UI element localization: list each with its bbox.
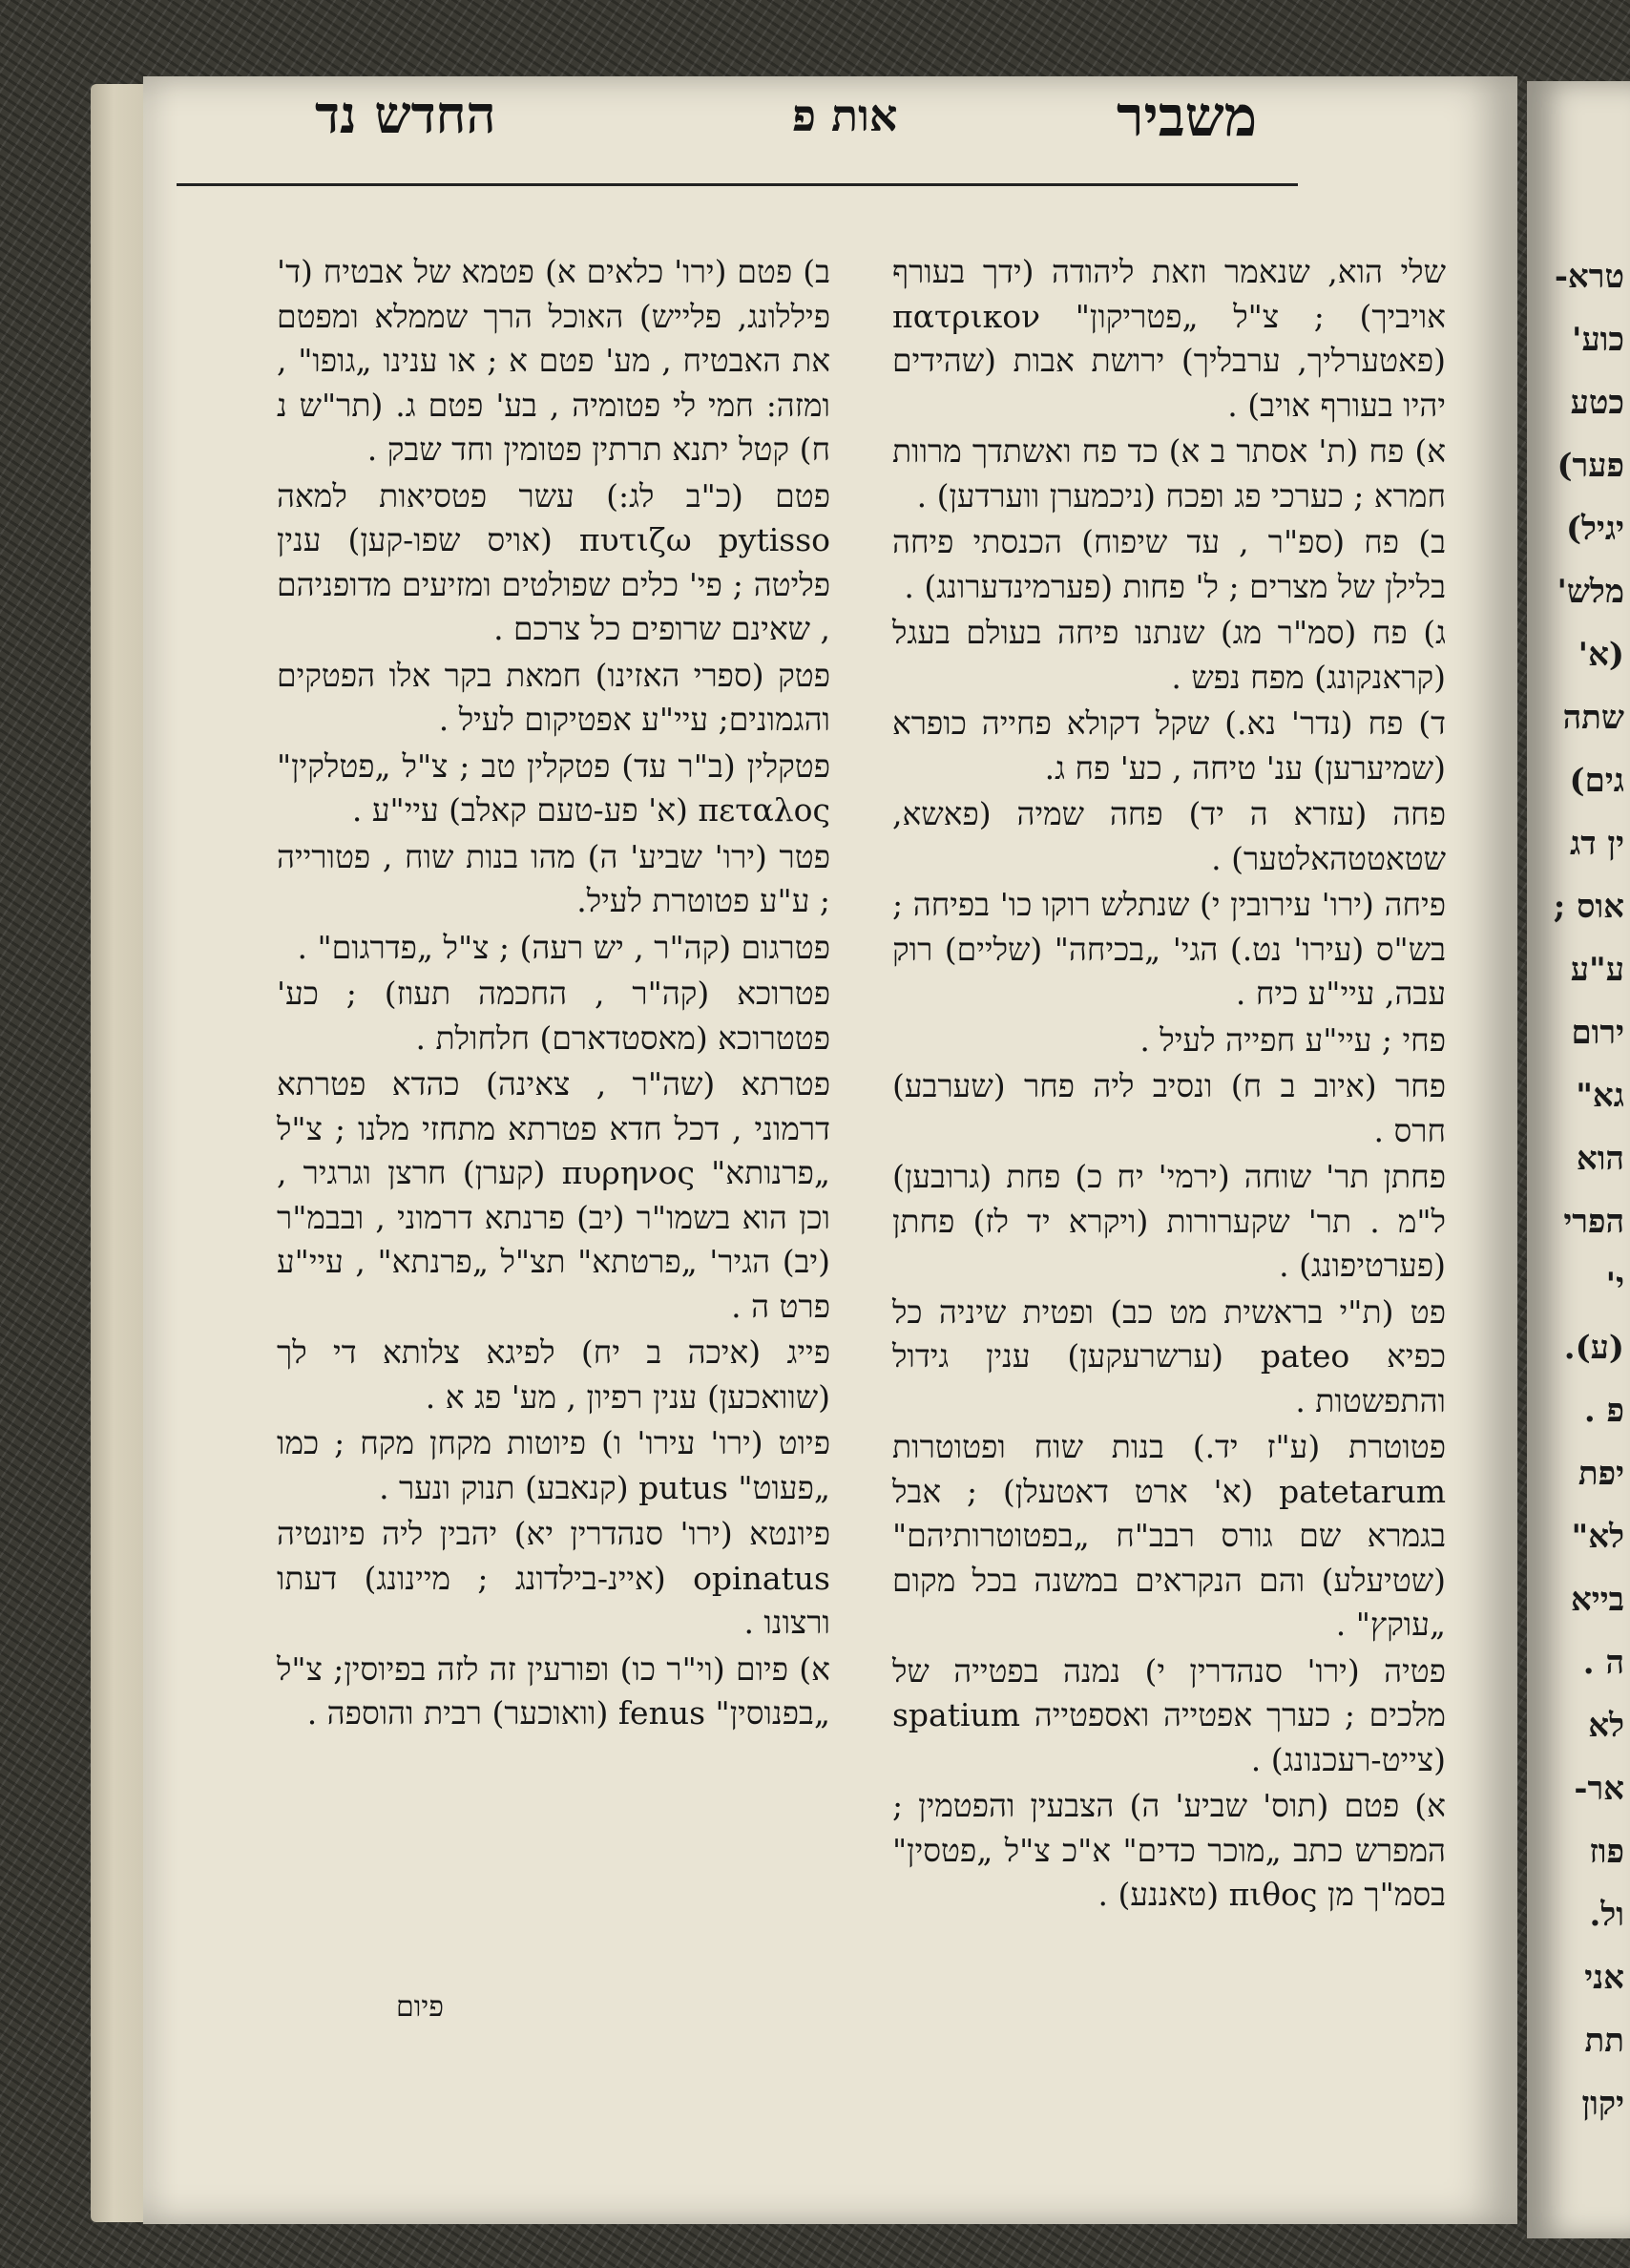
facing-page-line: יקון [1581,2085,1624,2123]
dictionary-entry: פטק (ספרי האזינו) חמאת בקר אלו הפטקים והגמונים; עיי"ע אפטיקום לעיל . [277,656,830,738]
facing-page-line: ין דג [1570,825,1624,863]
dictionary-entry: ג) פח (סמ"ר מג) שנתנו פיחה בעולם בעגל (קראנקונג) מפח נפש . [892,614,1446,696]
dictionary-entry: א) פטם (תוס' שביע' ה) הצבעין והפטמין ; המפרש כתב „מוכר כדים" א"כ צ"ל „פטסין" בסמ"ך מן πιθος (טאננע) . [892,1787,1446,1913]
dictionary-entry: פיונטא (ירו' סנהדרין יא) יהבין ליה פיונטיה opinatus (איינ-בילדונג ; מיינונג) דעתו ורצונו . [277,1515,830,1641]
facing-page-line: פוז [1589,1833,1624,1871]
dictionary-entry: פטקלין (ב"ר עד) פטקלין טב ; צ"ל „פטלקין" πεταλος (א' פע-טעם קאלב) עיי"ע . [277,746,830,829]
dictionary-entry: פחר (איוב ב ח) ונסיב ליה פחר (שערבע) חרס . [892,1067,1446,1149]
facing-page-line: גא" [1576,1077,1624,1115]
dictionary-entry: פטרגום (קה"ר , יש רעה) ; צ"ל „פדרגום" . [297,928,830,966]
facing-page-line: לא" [1571,1518,1624,1556]
dictionary-entry: פטם (כ"ב לג:) עשר פטסיאות למאה πυτιζω pytisso (אויס שפו-קען) ענין פליטה ; פי' כלים שפולטים ומזיעים מדופניהם , שאינם שרופים כל צרכם . [277,476,830,647]
facing-page-line: כוע' [1572,321,1624,359]
dictionary-entry: ב) פח (ספ"ר , עד שיפוח) הכנסתי פיחה בלילן של מצרים ; ל' פחות (פערמינדערונג) . [892,523,1446,605]
facing-page-line: יגיל) [1565,510,1624,548]
facing-page-line: ה . [1582,1644,1624,1682]
facing-page-line: אוס ; [1553,888,1624,926]
facing-page-line: פ . [1583,1392,1624,1430]
running-head-right: משביר [1117,84,1258,149]
facing-page-line: ירום [1571,1014,1624,1052]
facing-page-line: ע"ע [1570,951,1624,989]
header-rule [177,183,1298,186]
left-column [277,250,830,2006]
facing-page-line: אר- [1574,1770,1624,1808]
facing-page-line: אני [1584,1959,1624,1997]
dictionary-entry: פייג (איכה ב יח) לפיגא צלותא די לך (שוואכען) ענין רפיון , מע' פג א . [277,1334,830,1416]
catchword: פיום [396,1990,444,2024]
page-edge [91,84,148,2222]
dictionary-entry: פחתן תר' שוחה (ירמי' יח כ) פחת (גרובען) ל"מ . תר' שקערורות (ויקרא יד לז) פחתן (פערטיפונג) . [892,1158,1446,1284]
dictionary-entry: פחה (עזרא ה יד) פחה שמיה (פאשא, שטאטטהאלטער) . [892,795,1446,877]
dictionary-entry: שלי הוא, שנאמר וזאת ליהודה (ידך בעורף אויביך) ; צ"ל „פטריקון" πατρικον (פאטערליך, ערבליך) ירושת אבות (שהידים יהיו בעורף אויב) . [892,253,1446,424]
dictionary-entry: פט (ת"י בראשית מט כב) ופטית שיניה כל כפיא pateo (ערשרעקען) ענין גידול והתפשטות . [892,1292,1446,1419]
dictionary-entry: פטרתא (שה"ר , צאינה) כהדא פטרתא דרמוני , דכל חדא פטרתא מתחזי מלנו ; צ"ל „פרנותא" πυρηνος (קערן) חרצן וגרגיר , וכן הוא בשמו"ר (יב) פרנתא דרמוני , ובבמ"ר (יב) הגיר' „פרטתא" תצ"ל „פרנתא" , עיי"ע פרט ה . [277,1065,830,1325]
dictionary-entry: פטוטרת (ע"ז יד.) בנות שוח ופטוטרות patetarum (א' ארט דאטעלן) ; אבל בגמרא שם גורס רבב"ח „בפטוטרותיהם" (שטיעלע) והם הנקראים במשנה בכל מקום „עוקץ" . [892,1428,1446,1643]
dictionary-entry: פטר (ירו' שביע' ה) מהו בנות שוח , פטורייה ; ע"ע פטוטרת לעיל. [277,837,830,919]
running-head-left: החדש נד [315,84,496,145]
facing-page-line: פער) [1557,447,1624,485]
facing-page-line: (א' [1578,636,1624,674]
facing-page-fragment [1527,81,1630,2238]
facing-page-line: לא [1588,1707,1624,1745]
running-head-center: אות פ [792,90,898,141]
facing-page-line: תת [1584,2022,1624,2060]
facing-page-line: יפת [1578,1455,1624,1493]
facing-page-line: ול. [1589,1896,1624,1934]
dictionary-entry: פטיה (ירו' סנהדרין י) נמנה בפטייה של מלכים ; כערך אפטייה ואספטייה spatium (צייט-רעכנונג) . [892,1651,1446,1778]
facing-page-line: כטע [1570,384,1624,422]
dictionary-entry: ב) פטם (ירו' כלאים א) פטמא של אבטיח (ד' פיללונג, פלייש) האוכל הרך שממלא ומפטם את האבטיח , מע' פטם א ; או ענינו „גופו" , ומזה: חמי לי פטומיה , בע' פטם ג. (תר"ש נ ח) קטל יתנא תרתין פטומין וחד שבק . [277,253,830,468]
facing-page-line: גים) [1569,762,1624,800]
right-column [892,250,1446,2006]
facing-page-line: בייא [1570,1581,1624,1619]
dictionary-entry: פחי ; עיי"ע חפייה לעיל . [1139,1020,1446,1059]
dictionary-entry: ד) פח (נדר' נא.) שקל דקולא פחייה כופרא (שמיערען) ענ' טיחה , כע' פח ג. [892,704,1446,787]
facing-page-line: (ע). [1563,1329,1624,1367]
dictionary-entry: א) פח (ת' אסתר ב א) כד פח ואשתדך מרוות חמרא ; כערכי פג ופכח (ניכמערן ווערדען) . [892,432,1446,514]
dictionary-entry: א) פיום (וי"ר כו) ופורעין זה לזה בפיוסין; צ"ל „בפנוסין" fenus (וואוכער) רבית והוספה . [277,1649,830,1732]
facing-page-line: י' [1605,1266,1624,1304]
dictionary-entry: פיחה (ירו' עירובין י) שנתלש רוקו כו' בפיחה ; בש"ס (עירו' נט.) הגי' „בכיחה" (שליים) רוק עבה, עיי"ע כיח . [892,886,1446,1012]
facing-page-line: שתה [1562,699,1624,737]
facing-page-line: הפרי [1563,1203,1624,1241]
dictionary-entry: פטרוכא (קה"ר , החכמה תעוז) ; כע' פטטרוכא (מאסטדארם) חלחולת . [277,975,830,1057]
dictionary-entry: פיוט (ירו' עירו' ו) פיוטות מקחן מקח ; כמו „פעוט" putus (קנאבע) תנוק ונער . [277,1424,830,1506]
facing-page-line: הוא [1576,1140,1624,1178]
facing-page-line: טרא- [1554,258,1624,296]
facing-page-line: מלש' [1557,573,1624,611]
